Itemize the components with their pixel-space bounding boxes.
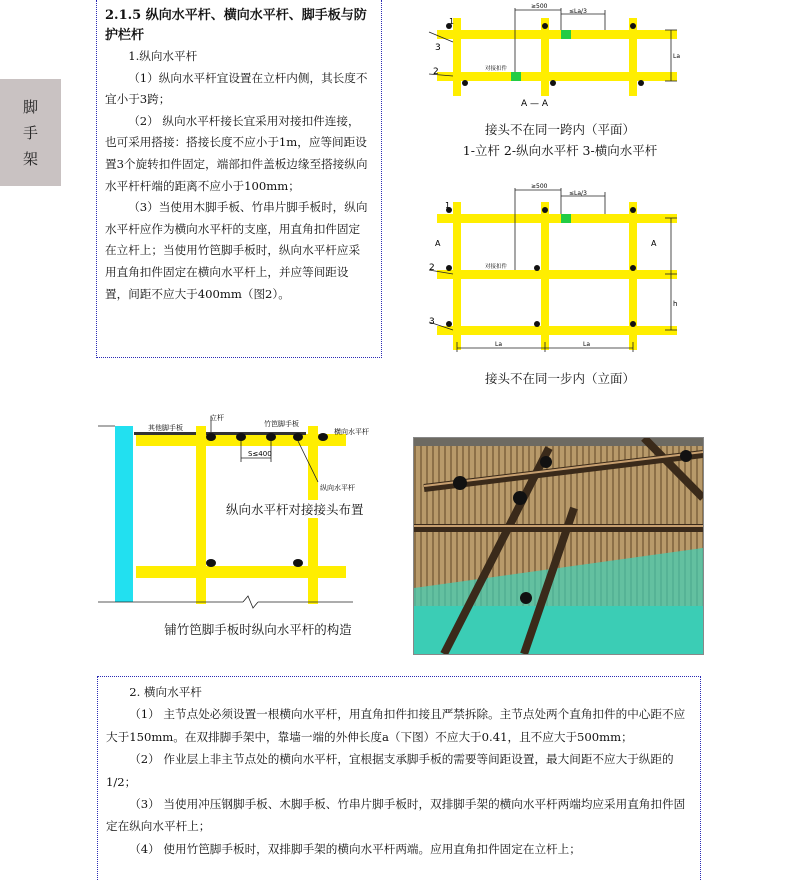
- label-n3: 3: [429, 317, 435, 327]
- sidebar-char: 架: [22, 149, 38, 168]
- other-board: [134, 432, 196, 435]
- section1-paragraph: （3）当使用木脚手板、竹串片脚手板时，纵向水平杆应作为横向水平杆的支座，用直角扣件固定在立杆上；当使用竹笆脚手板时，纵向水平杆应采用直角扣件固定在横向水平杆上，并应等间距设置，间距不应大于400mm（图2）。: [105, 200, 368, 301]
- label-section: A — A: [521, 99, 549, 109]
- label-a-left: A: [435, 239, 441, 248]
- label-upright: 立杆: [210, 414, 224, 422]
- sidebar-char: 手: [22, 123, 38, 142]
- section1-box: [96, 0, 382, 358]
- label-other-board: 其他脚手板: [148, 424, 183, 432]
- label-n1: 1: [445, 201, 451, 210]
- bamboo-board: [206, 432, 306, 435]
- scaffold-bamboo-photo: [413, 437, 704, 655]
- figure3-overlay-caption: 纵向水平杆对接接头布置: [226, 502, 364, 517]
- sidebar-char: 脚: [22, 97, 38, 116]
- label-n2: 2: [433, 67, 439, 77]
- label-dim-top: ≥500: [531, 3, 548, 10]
- section2-paragraph: （4） 使用竹笆脚手板时，双排脚手架的横向水平杆两端。应用直角扣件固定在立杆上；: [129, 841, 581, 856]
- label-n2: 2: [429, 263, 435, 273]
- label-dim-la3: ≤La/3: [569, 8, 587, 15]
- label-transverse: 横向水平杆: [334, 428, 369, 436]
- joint-marker: [561, 214, 571, 223]
- section2-paragraph: （3） 当使用冲压钢脚手板、木脚手板、竹串片脚手板时，双排脚手架的横向水平杆两端均应采用直角扣件固定在纵向水平杆上；: [106, 797, 686, 834]
- figure1-legend: 1-立杆 2-纵向水平杆 3-横向水平杆: [462, 143, 658, 158]
- label-la-left: La: [495, 341, 503, 348]
- figure1-caption: 接头不在同一跨内（平面）: [484, 122, 635, 137]
- label-dim-top: ≥500: [531, 183, 548, 190]
- label-a-right: A: [651, 239, 657, 248]
- figure1-plan-diagram: [415, 2, 705, 114]
- section1-paragraph: （1）纵向水平杆宜设置在立杆内侧，其长度不宜小于3跨；: [105, 70, 368, 107]
- section2-paragraph: （2） 作业层上非主节点处的横向水平杆，宜根据支承脚手板的需要等间距设置，最大间距不应大于纵距的1/2；: [106, 752, 674, 789]
- label-spacing: S≤400: [248, 450, 272, 458]
- joint-marker: [561, 30, 571, 39]
- label-n3: 3: [435, 43, 441, 53]
- section1-subtitle: 1.纵向水平杆: [128, 49, 198, 63]
- label-longitudinal: 纵向水平杆: [320, 484, 355, 492]
- label-la-right: La: [583, 341, 591, 348]
- wall-column: [115, 426, 133, 602]
- label-dim-la: La: [673, 53, 681, 60]
- label-joint: 对接扣件: [485, 264, 508, 270]
- label-joint: 对接扣件: [485, 66, 508, 72]
- section2-title: 2. 横向水平杆: [129, 685, 202, 699]
- section1-paragraph: （2） 纵向水平杆接长宜采用对接扣件连接，也可采用搭接：搭接长度不应小于1m，应等间距设置3个旋转扣件固定，端部扣件盖板边缘至搭接纵向水平杆杆端的距离不应小于100mm；: [105, 113, 368, 193]
- section2-box: [97, 676, 701, 880]
- figure2-elevation-diagram: [415, 182, 705, 354]
- label-bamboo-board: 竹笆脚手板: [264, 420, 299, 428]
- figure2-caption: 接头不在同一步内（立面）: [484, 371, 635, 386]
- label-n1: 1: [449, 17, 455, 26]
- label-h: h: [673, 300, 678, 308]
- figure3-caption: 铺竹笆脚手板时纵向水平杆的构造: [164, 622, 352, 637]
- section2-paragraph: （1） 主节点处必须设置一根横向水平杆，用直角扣件扣接且严禁拆除。主节点处两个直角扣件的中心距不应大于150mm。在双排脚手架中，靠墙一端的外伸长度a（下图）不应大于0.41，且不应大于500mm；: [106, 707, 686, 744]
- sidebar-tab: [0, 79, 61, 186]
- section1-title: 2.1.5 纵向水平杆、横向水平杆、脚手板与防护栏杆: [105, 8, 367, 43]
- label-dim-la3: ≤La/3: [569, 190, 587, 197]
- joint-marker: [511, 72, 521, 81]
